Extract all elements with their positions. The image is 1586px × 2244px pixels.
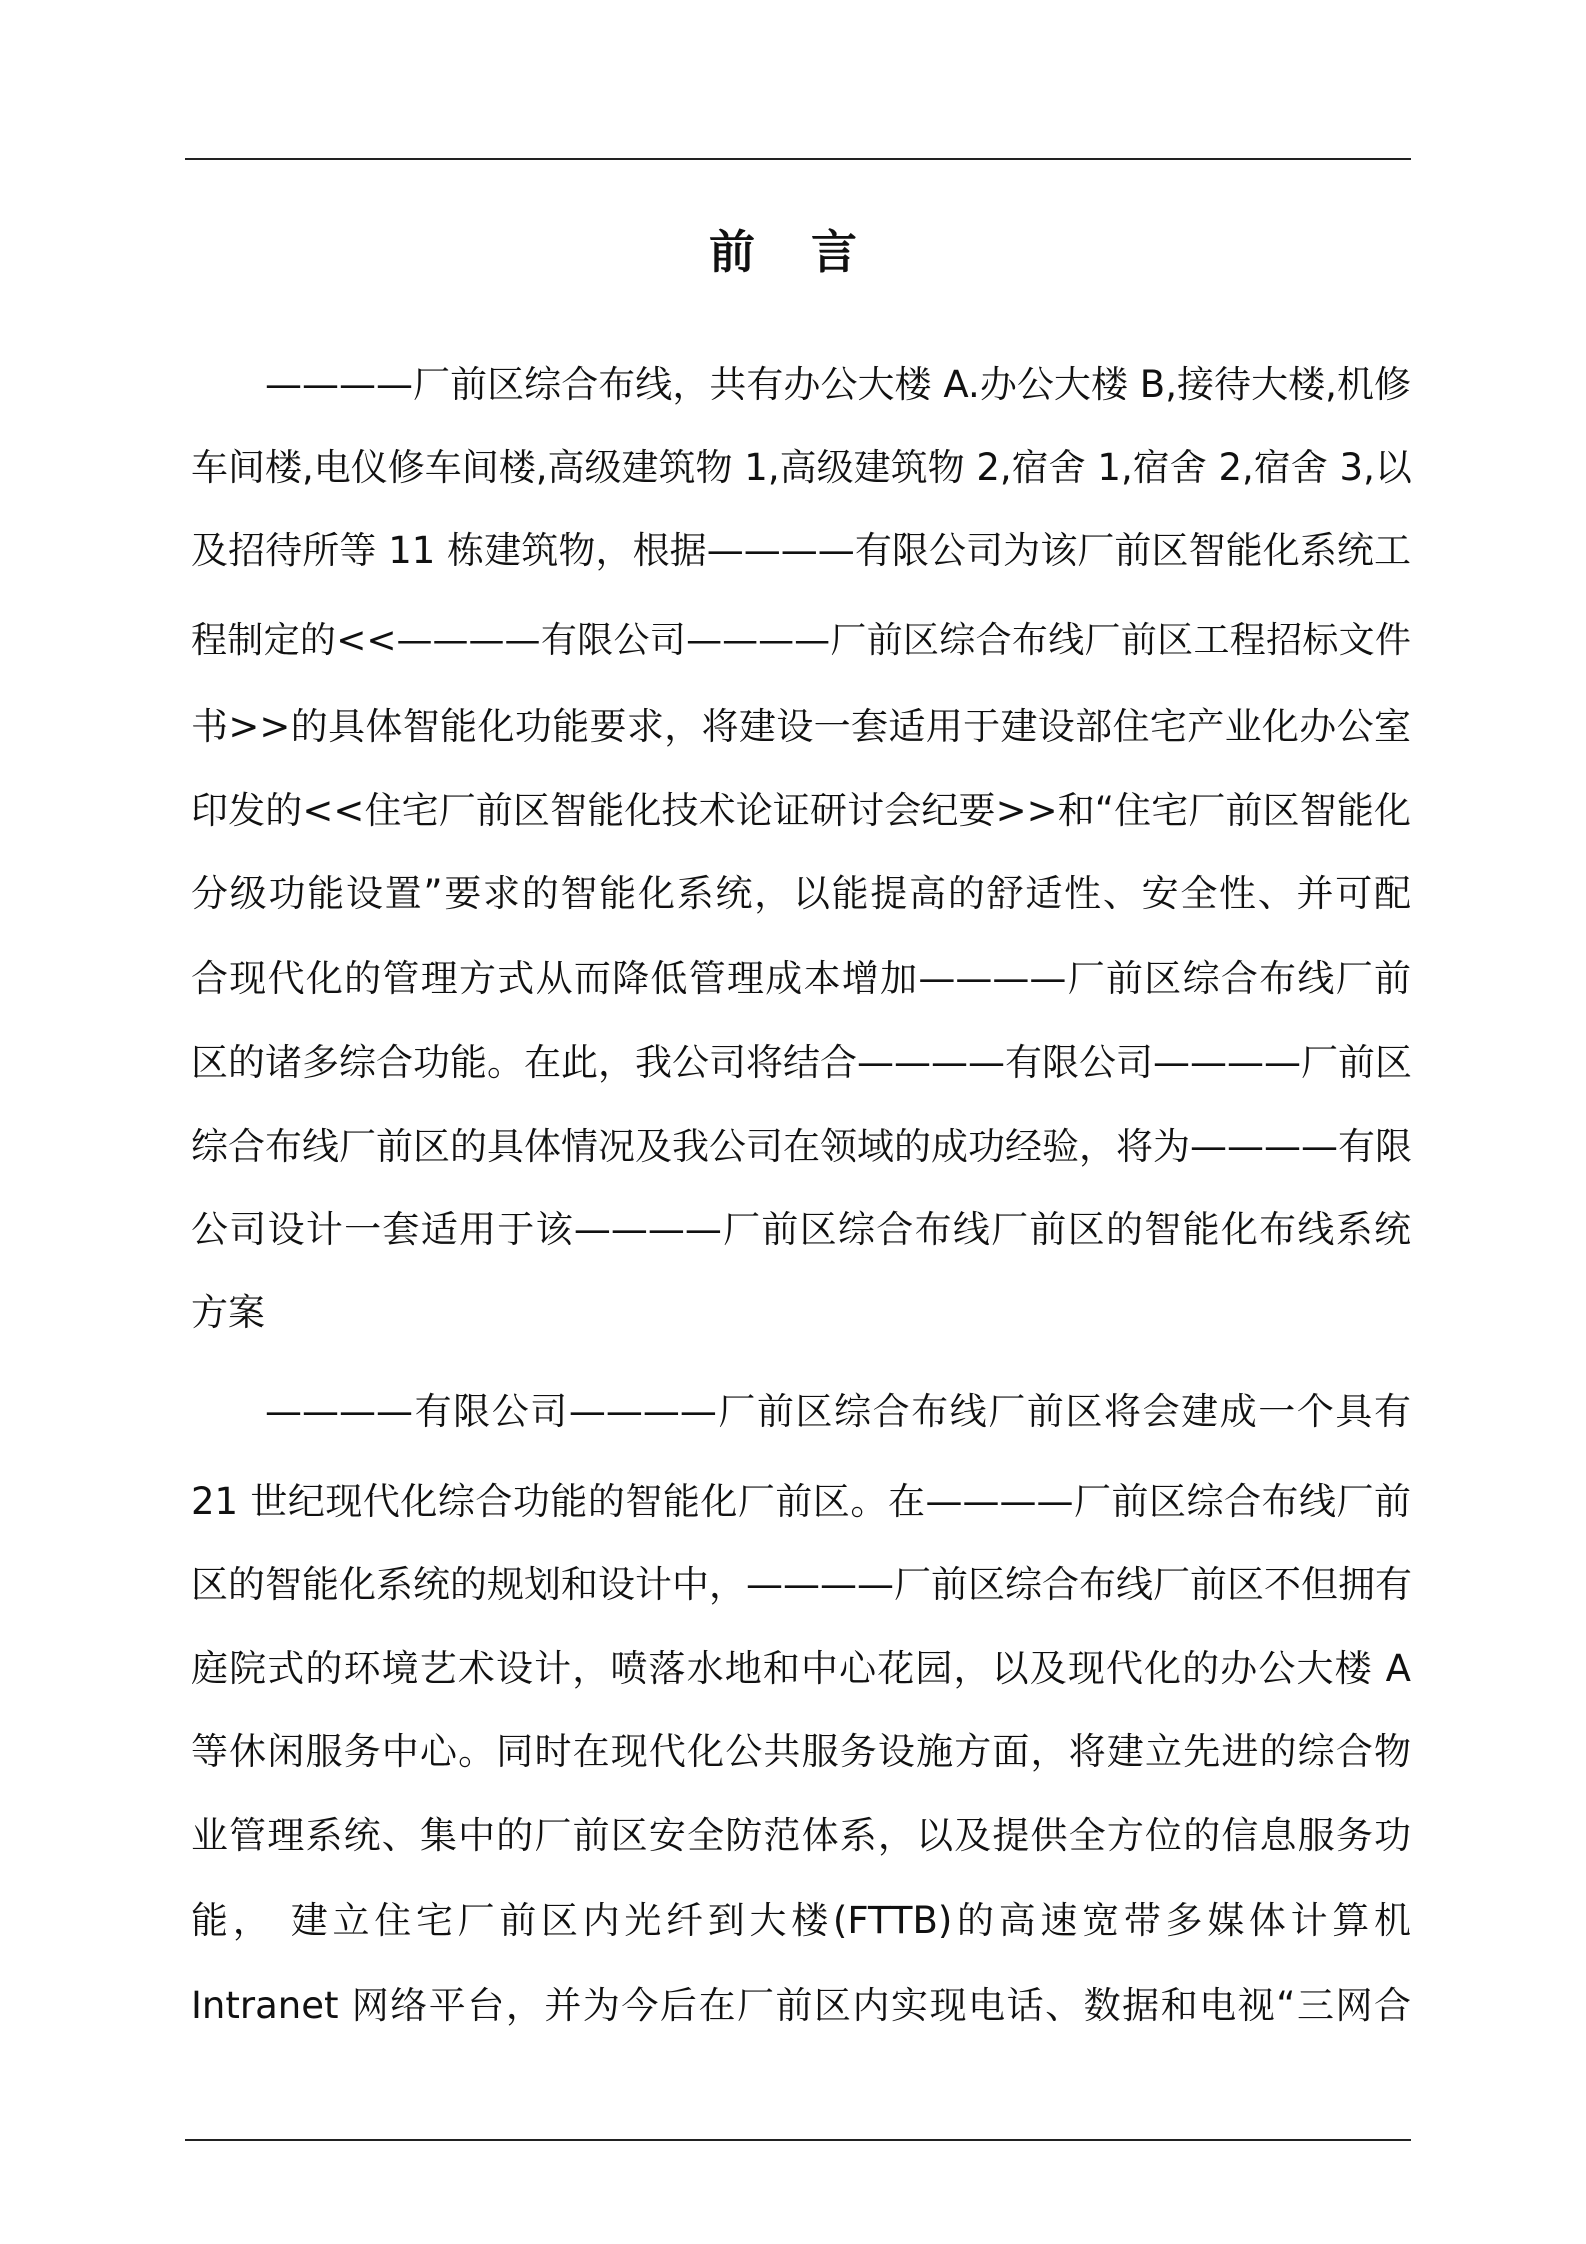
text-line: 公司设计一套适用于该————厂前区综合布线厂前区的智能化布线系统 xyxy=(191,1208,1411,1251)
text-line: 庭院式的环境艺术设计，喷落水地和中心花园，以及现代化的办公大楼 A xyxy=(191,1647,1411,1690)
text-line: 书>>的具体智能化功能要求，将建设一套适用于建设部住宅产业化办公室 xyxy=(191,705,1411,748)
text-line: 程制定的<<————有限公司————厂前区综合布线厂前区工程招标文件 xyxy=(191,620,1411,661)
text-line: 分级功能设置”要求的智能化系统，以能提高的舒适性、安全性、并可配 xyxy=(191,872,1411,915)
text-line: 21 世纪现代化综合功能的智能化厂前区。在————厂前区综合布线厂前 xyxy=(191,1480,1411,1523)
header-rule xyxy=(185,158,1411,160)
text-line: Intranet 网络平台，并为今后在厂前区内实现电话、数据和电视“三网合 xyxy=(191,1984,1411,2027)
text-line: 等休闲服务中心。同时在现代化公共服务设施方面，将建立先进的综合物 xyxy=(191,1730,1411,1773)
footer-rule xyxy=(185,2139,1411,2141)
text-line: ————有限公司————厂前区综合布线厂前区将会建成一个具有 xyxy=(265,1390,1411,1433)
text-line: 区的智能化系统的规划和设计中，————厂前区综合布线厂前区不但拥有 xyxy=(191,1563,1412,1606)
text-line: 综合布线厂前区的具体情况及我公司在领域的成功经验，将为————有限 xyxy=(191,1125,1412,1168)
text-line: ————厂前区综合布线，共有办公大楼 A.办公大楼 B,接待大楼,机修 xyxy=(265,363,1411,406)
text-line: 及招待所等 11 栋建筑物，根据————有限公司为该厂前区智能化系统工 xyxy=(191,529,1411,572)
text-line: 印发的<<住宅厂前区智能化技术论证研讨会纪要>>和“住宅厂前区智能化 xyxy=(191,789,1411,832)
page-title: 前 言 xyxy=(708,225,877,279)
text-line: 业管理系统、集中的厂前区安全防范体系，以及提供全方位的信息服务功 xyxy=(191,1814,1411,1857)
text-line: 车间楼,电仪修车间楼,高级建筑物 1,高级建筑物 2,宿舍 1,宿舍 2,宿舍 3,以 xyxy=(191,446,1412,489)
text-line: 方案 xyxy=(191,1291,265,1334)
text-line: 区的诸多综合功能。在此，我公司将结合————有限公司————厂前区 xyxy=(191,1041,1412,1084)
text-line: 合现代化的管理方式从而降低管理成本增加————厂前区综合布线厂前 xyxy=(191,957,1411,1000)
text-line: 能， 建立住宅厂前区内光纤到大楼(FTTB)的高速宽带多媒体计算机 xyxy=(191,1899,1411,1942)
